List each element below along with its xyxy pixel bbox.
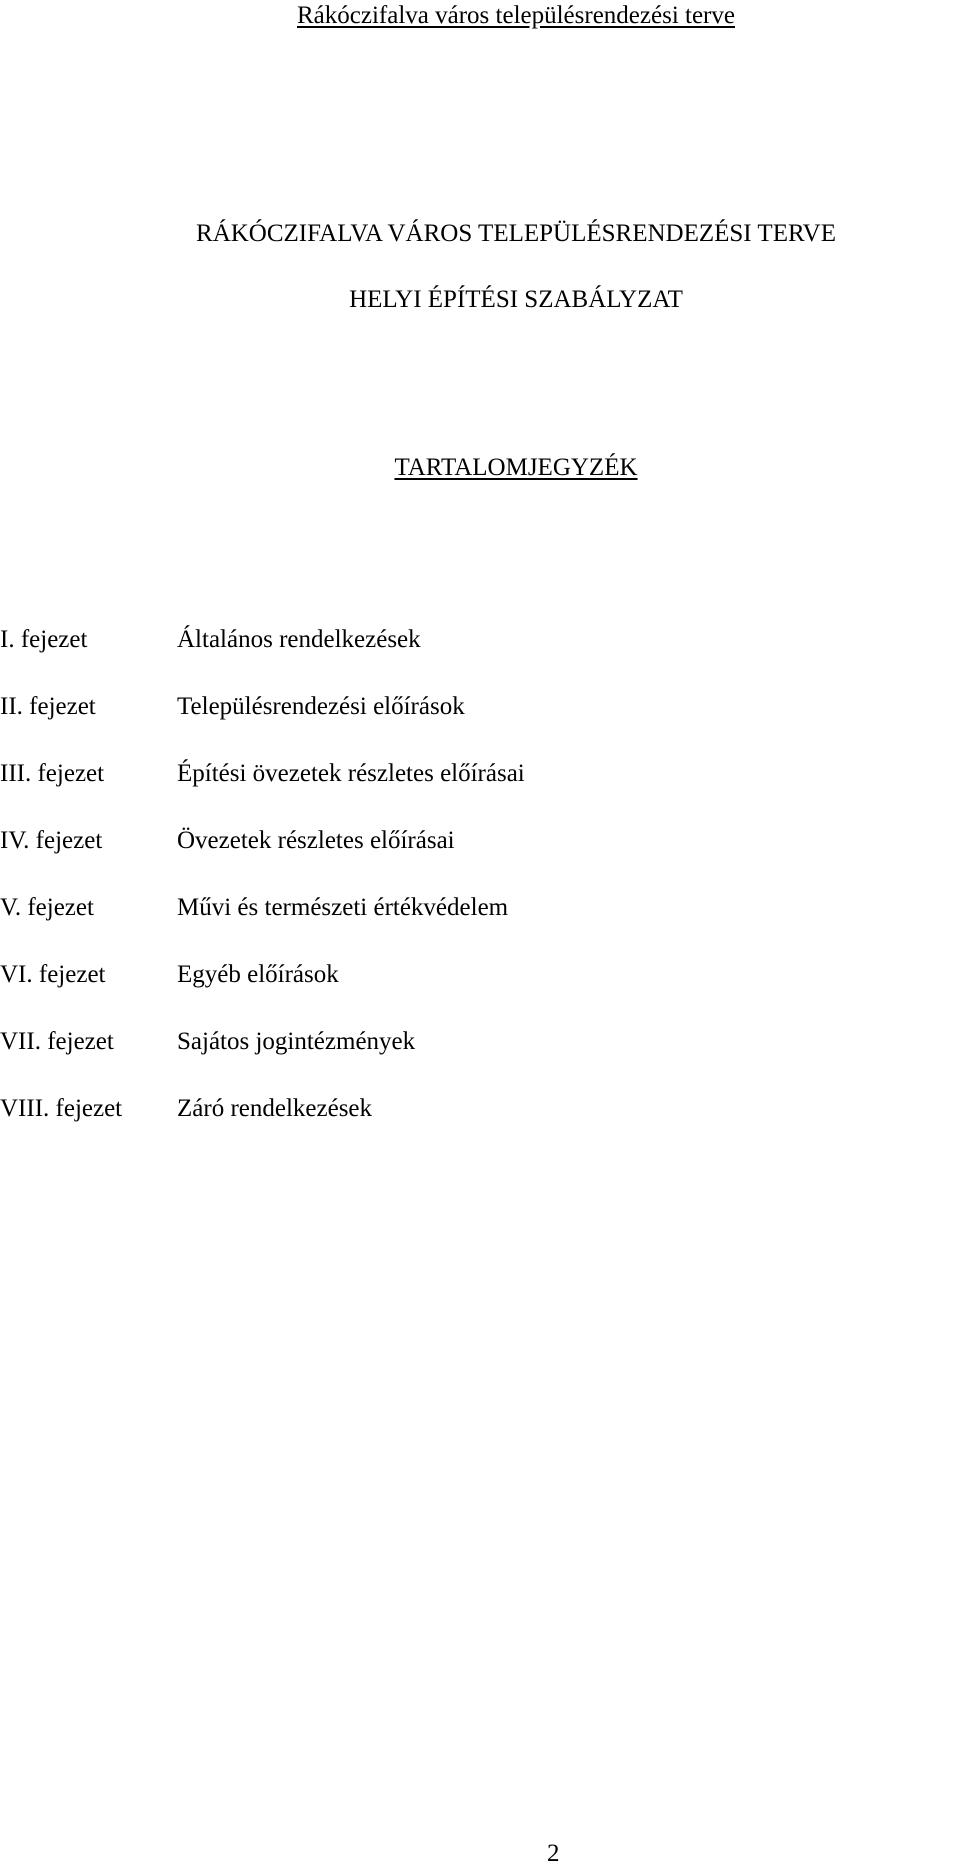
toc-chapter-label: V. fejezet [0, 894, 94, 921]
running-header: Rákóczifalva város településrendezési terve [297, 2, 735, 29]
toc-chapter-title: Egyéb előírások [177, 961, 339, 988]
toc-entry [0, 1022, 960, 1089]
toc-entry [0, 821, 960, 888]
toc-chapter-label: VI. fejezet [0, 961, 106, 988]
toc-entry [0, 1089, 960, 1156]
toc-entry [0, 620, 960, 687]
toc-chapter-title: Sajátos jogintézmények [177, 1028, 416, 1055]
toc-heading: TARTALOMJEGYZÉK [394, 454, 638, 481]
toc-chapter-label: I. fejezet [0, 626, 88, 653]
toc-chapter-title: Övezetek részletes előírásai [177, 827, 455, 854]
toc-chapter-title: Művi és természeti értékvédelem [177, 894, 509, 921]
toc-chapter-title: Általános rendelkezések [177, 626, 421, 653]
toc-entry [0, 754, 960, 821]
document-subtitle: HELYI ÉPÍTÉSI SZABÁLYZAT [349, 286, 683, 313]
toc-chapter-label: III. fejezet [0, 760, 105, 787]
toc-chapter-title: Építési övezetek részletes előírásai [177, 760, 525, 787]
toc-chapter-label: II. fejezet [0, 693, 96, 720]
toc-chapter-label: IV. fejezet [0, 827, 103, 854]
toc-entry [0, 687, 960, 754]
toc-entry [0, 888, 960, 955]
toc-chapter-label: VIII. fejezet [0, 1095, 123, 1122]
document-title: RÁKÓCZIFALVA VÁROS TELEPÜLÉSRENDEZÉSI TERVE [196, 220, 836, 247]
toc-chapter-label: VII. fejezet [0, 1028, 114, 1055]
toc-chapter-title: Záró rendelkezések [177, 1095, 373, 1122]
toc-chapter-title: Településrendezési előírások [177, 693, 465, 720]
page-number: 2 [547, 1840, 560, 1867]
table-of-contents [0, 620, 960, 1156]
toc-entry [0, 955, 960, 1022]
